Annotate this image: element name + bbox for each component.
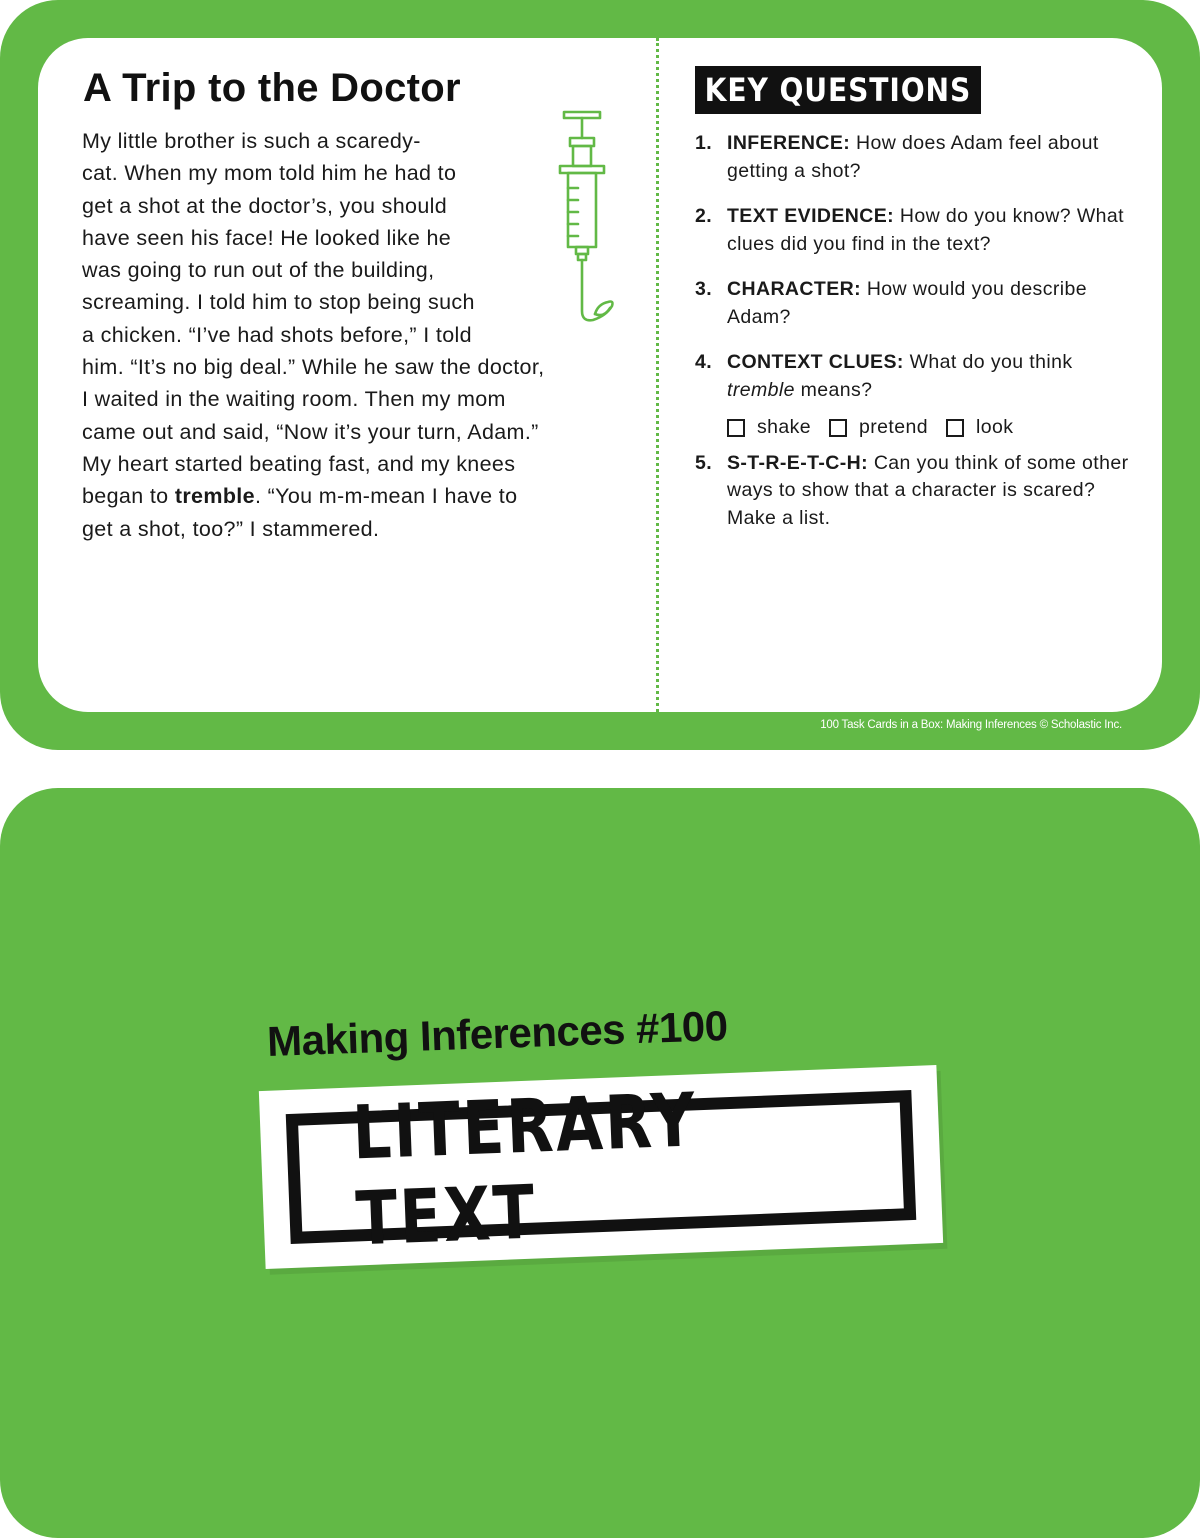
question-item (695, 276, 1135, 331)
option-shake[interactable] (727, 414, 811, 442)
question-text: What do you think (903, 351, 1073, 373)
question-number: 1. (695, 132, 713, 154)
question-text: means? (794, 378, 873, 401)
passage-line: a chicken. “I’ve had shots before,” I told (82, 322, 472, 347)
passage-line: have seen his face! He looked like he (82, 225, 452, 250)
copyright-credit: 100 Task Cards in a Box: Making Inferences © Scholastic Inc. (820, 719, 1122, 731)
series-title: Making Inferences #100 (266, 1001, 729, 1066)
passage-line: cat. When my mom told him he had to (82, 161, 457, 186)
passage-line: screaming. I told him to stop being such (82, 290, 475, 315)
dotted-divider (656, 38, 659, 712)
checkbox-look[interactable] (946, 419, 964, 437)
question-label: TEXT EVIDENCE: (727, 205, 895, 227)
passage-line: him. “It’s no big deal.” While he saw the doctor, (82, 355, 545, 380)
passage-line: I waited in the waiting room. Then my mom (82, 387, 506, 412)
syringe-icon (548, 106, 628, 328)
passage-line: My heart started beating fast, and my knees (82, 451, 516, 476)
option-look[interactable] (946, 414, 1013, 442)
story-title: A Trip to the Doctor (83, 66, 461, 110)
question-item (695, 349, 1135, 442)
card-content-panel (38, 38, 1162, 712)
passage-line: was going to run out of the building, (82, 258, 435, 283)
category-banner (259, 1065, 943, 1269)
question-text: How does Adam feel about getting a shot? (727, 132, 1099, 182)
passage-line: came out and said, “Now it’s your turn, Adam.” (82, 419, 539, 444)
answer-options (727, 414, 1135, 442)
option-label: pretend (859, 416, 928, 438)
passage-text: began to (82, 484, 175, 509)
question-text: How do you know? What clues did you find in the text? (727, 205, 1124, 255)
question-label: S-T-R-E-T-C-H: (727, 451, 868, 474)
passage-line: get a shot at the doctor’s, you should (82, 193, 448, 218)
question-vocab-word: tremble (727, 378, 795, 401)
checkbox-pretend[interactable] (829, 419, 847, 437)
question-text: Can you think of some other ways to show that a character is scared? Make a list. (727, 451, 1129, 529)
question-number: 5. (695, 451, 713, 474)
question-item (695, 130, 1135, 185)
question-label: CHARACTER: (727, 278, 861, 300)
question-label: CONTEXT CLUES: (727, 351, 904, 373)
option-pretend[interactable] (829, 414, 928, 442)
banner-frame (286, 1077, 917, 1263)
passage-line (82, 480, 627, 512)
question-list (695, 130, 1135, 550)
vocab-word-tremble: tremble (174, 484, 255, 509)
question-number: 2. (695, 205, 713, 227)
category-label: LITERARY TEXT (351, 1077, 699, 1263)
question-label: INFERENCE: (727, 132, 851, 154)
question-text: How would you describe Adam? (727, 278, 1087, 328)
key-questions-heading: KEY QUESTIONS (695, 66, 981, 114)
question-item (695, 450, 1135, 533)
question-number: 3. (695, 278, 713, 300)
question-item (695, 203, 1135, 258)
passage-text: . “You m-m-mean I have to (254, 484, 518, 509)
passage-line: My little brother is such a scaredy- (82, 129, 421, 153)
task-card-back (0, 788, 1200, 1538)
option-label: look (975, 416, 1014, 438)
question-number: 4. (695, 351, 713, 373)
checkbox-shake[interactable] (727, 419, 745, 437)
story-passage (82, 125, 627, 545)
task-card-front (0, 0, 1200, 750)
passage-line: get a shot, too?” I stammered. (82, 516, 380, 541)
option-label: shake (757, 416, 812, 438)
